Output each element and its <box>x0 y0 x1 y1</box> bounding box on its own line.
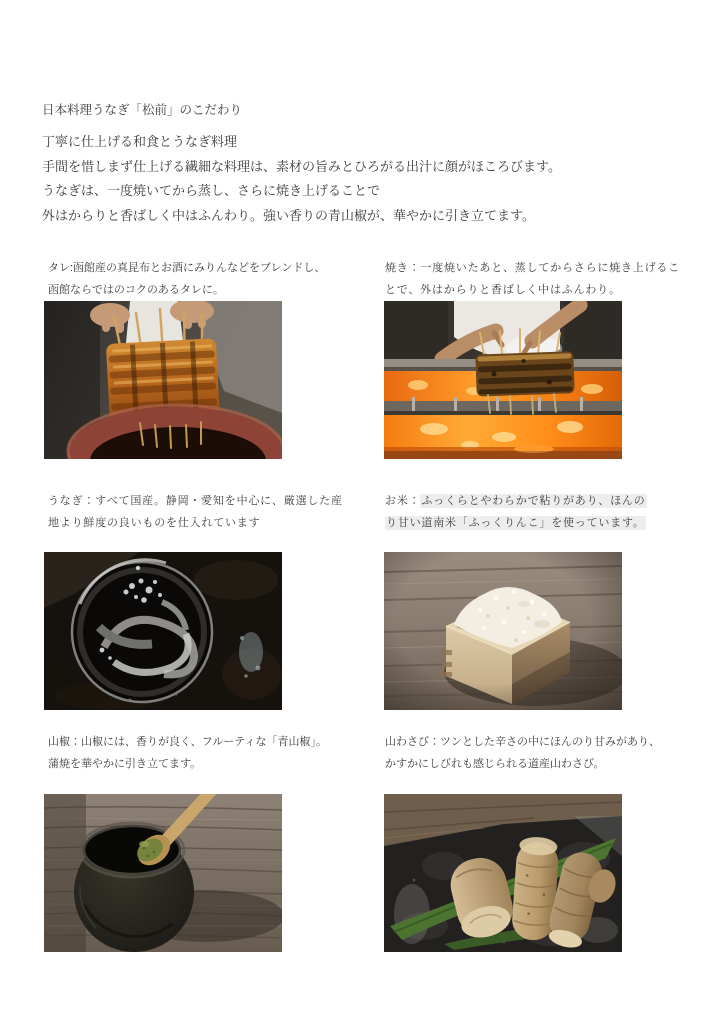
tare-caption: タレ:函館産の真昆布とお酒にみりんなどをブレンドし、 函館ならではのコクのあるタレに。 <box>48 262 326 296</box>
okome-caption-prefix: お米： <box>385 495 421 507</box>
unagi-tub-photo <box>44 552 282 710</box>
intro-line: 丁寧に仕上げる和食とうなぎ料理 <box>42 134 238 149</box>
okome-caption-highlight: ふっくらとやわらかで粘りがあり、ほんの <box>421 495 646 507</box>
okome-caption <box>385 491 647 534</box>
sansho-jar-photo <box>44 794 282 952</box>
intro-line: うなぎは、一度焼いてから蒸し、さらに焼き上げることで <box>42 183 381 198</box>
okome-masu-photo <box>384 552 622 710</box>
tare-dipping-photo <box>44 301 282 459</box>
sansho-caption: 山椒：山椒には、香りが良く、フルーティな「青山椒」。 蒲焼を華やかに引き立てます。 <box>48 736 327 770</box>
yamawasabi-caption: 山わさび：ツンとした辛さの中にほんのり甘みがあり、 かすかにしびれも感じられる道産山わさび。 <box>385 736 660 770</box>
yaki-grilling-photo <box>384 301 622 459</box>
intro-line: 手間を惜しまず仕上げる繊細な料理は、素材の旨みとひろがる出汁に顔がほころびます。 <box>42 158 561 174</box>
yamawasabi-photo <box>384 794 622 952</box>
yaki-caption: 焼き：一度焼いたあと、蒸してからさらに焼き上げるこ とで、外はからりと香ばしく中はふんわり。 <box>385 262 680 296</box>
intro-paragraph <box>42 130 561 228</box>
page-title: 日本料理うなぎ「松前」のこだわり <box>42 103 243 118</box>
okome-caption-highlight: り甘い道南米「ふっくりんこ」を使っています。 <box>386 516 645 529</box>
unagi-caption: うなぎ：すべて国産。静岡・愛知を中心に、厳選した産 地より鮮度の良いものを仕入れています <box>48 495 343 529</box>
intro-line: 外はからりと香ばしく中はふんわり。強い香りの青山椒が、華やかに引き立てます。 <box>42 207 535 223</box>
